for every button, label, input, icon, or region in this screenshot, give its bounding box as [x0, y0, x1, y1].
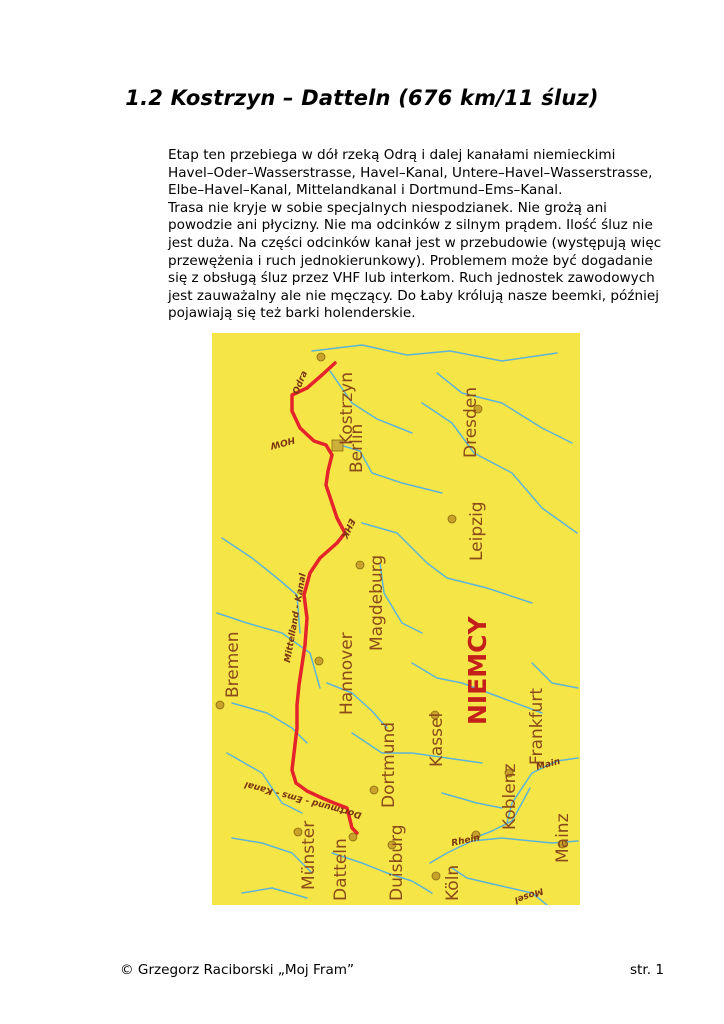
city-label-koblenz: Koblenz	[500, 763, 520, 830]
paragraph-line: się z obsługą śluz przez VHF lub interkom. Ruch jednostek zawodowych	[168, 270, 655, 287]
river-label-ehk: EHK	[338, 516, 357, 540]
river-label-rhein: Rhein	[450, 833, 481, 849]
city-label-kostrzyn: Kostrzyn	[337, 372, 357, 445]
city-label-koln: Köln	[443, 864, 463, 901]
paragraph-1	[120, 147, 665, 200]
page-title: 1.2 Kostrzyn – Datteln (676 km/11 śluz)	[125, 86, 599, 110]
body-text	[120, 147, 665, 323]
paragraph-line: pojawiają się też barki holenderskie.	[168, 305, 416, 322]
paragraph-line: powodzie ani płycizny. Nie ma odcinków z silnym prądem. Ilość śluz nie	[168, 217, 653, 234]
river-label-mittelland: Mittelland - Kanal	[283, 572, 309, 664]
city-label-datteln: Datteln	[331, 838, 351, 901]
footer-page-number: str. 1	[629, 962, 664, 978]
river-label-odra: Odra	[291, 369, 311, 397]
city-label-berlin: Berlin	[347, 423, 367, 473]
river-label-dortmund-ems: Dortmund - Ems - Kanal	[243, 778, 363, 820]
city-label-duisburg: Duisburg	[387, 824, 407, 901]
city-marker	[356, 561, 364, 569]
city-label-dresden: Dresden	[461, 386, 481, 458]
city-label-mainz: Mainz	[553, 813, 573, 863]
river-label-mosel: Mosel	[513, 885, 545, 905]
paragraph-line: jest zauważalny ale nie męczący. Do Łaby królują nasze beemki, później	[168, 287, 659, 304]
city-label-dortmund: Dortmund	[379, 721, 399, 808]
city-label-magdeburg: Magdeburg	[367, 554, 387, 651]
city-label-bremen: Bremen	[223, 631, 243, 698]
paragraph-line: Etap ten przebiega w dół rzeką Odrą i dalej kanałami niemieckimi	[168, 147, 616, 163]
city-label-leipzig: Leipzig	[467, 501, 487, 561]
city-marker	[370, 786, 378, 794]
city-marker	[448, 515, 456, 523]
paragraph-line: przewężenia i ruch jednokierunkowy). Problemem może być dogadanie	[168, 252, 653, 269]
paragraph-2	[120, 200, 665, 323]
city-marker	[315, 657, 323, 665]
paragraph-line: jest duża. Na części odcinków kanał jest w przebudowie (występują więc	[168, 234, 662, 251]
footer-copyright: © Grzegorz Raciborski „Moj Fram”	[120, 962, 355, 978]
city-marker	[432, 872, 440, 880]
paragraph-line: Elbe–Havel–Kanal, Mittelandkanal i Dortmund–Ems–Kanal.	[168, 182, 563, 199]
city-label-hannover: Hannover	[337, 632, 357, 715]
route-map-svg	[212, 333, 580, 905]
city-label-munster: Münster	[299, 820, 319, 890]
map-land	[212, 333, 580, 905]
city-marker	[216, 701, 224, 709]
paragraph-line: Trasa nie kryje w sobie specjalnych niespodzianek. Nie grożą ani	[168, 199, 607, 216]
country-label: NIEMCY	[463, 616, 492, 725]
river-label-main: Main	[535, 756, 562, 773]
river-label-how: HOW	[268, 434, 296, 451]
city-label-frankfurt: Frankfurt	[527, 688, 547, 765]
city-marker	[317, 353, 325, 361]
route-map	[212, 333, 580, 905]
paragraph-line: Havel–Oder–Wasserstrasse, Havel–Kanal, Untere–Havel–Wasserstrasse,	[168, 164, 653, 181]
city-label-kassel: Kassel	[427, 712, 447, 767]
